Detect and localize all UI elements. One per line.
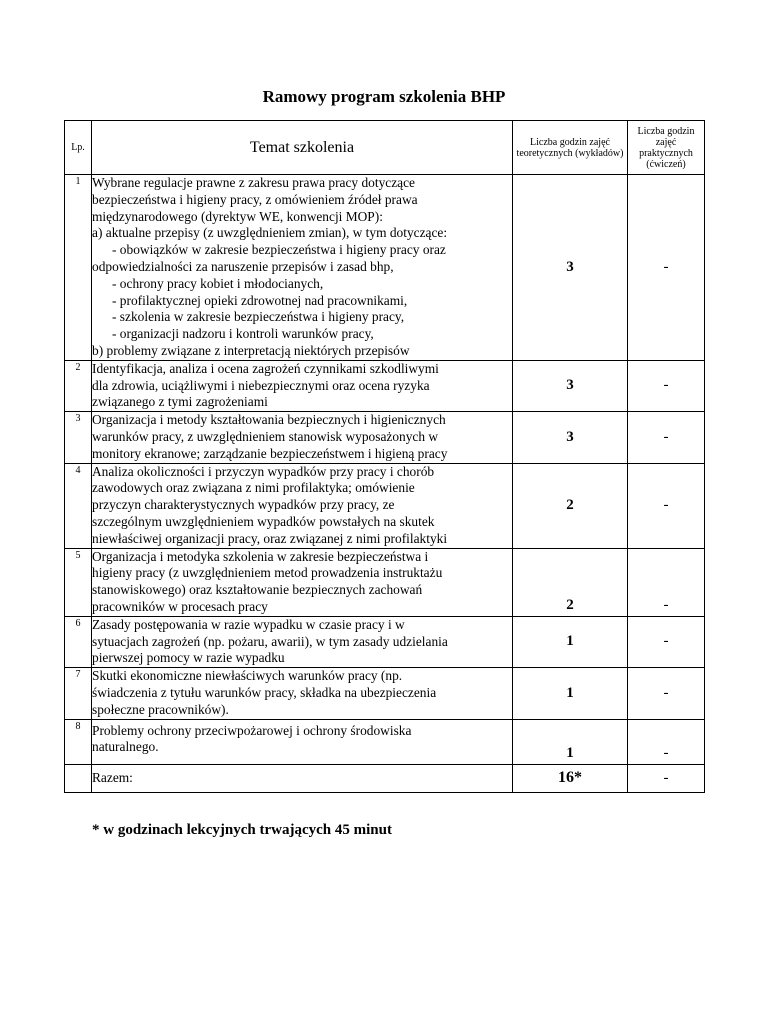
topic-line: - ochrony pracy kobiet i młodocianych, — [112, 275, 324, 291]
theory-hours: 3 — [513, 360, 628, 411]
topic-line: - organizacji nadzoru i kontroli warunków pracy, — [112, 326, 374, 342]
total-practice-hours: - — [628, 764, 705, 792]
theory-hours: 1 — [513, 719, 628, 764]
row-number: 1 — [65, 175, 92, 361]
header-lp: Lp. — [65, 121, 92, 175]
topic-line: sytuacjach zagrożeń (np. pożaru, awarii), w tym zasady udzielania — [92, 633, 448, 649]
total-row — [65, 764, 705, 792]
topic-line: Problemy ochrony przeciwpożarowej i ochrony środowiska — [92, 722, 412, 738]
practice-hours: - — [628, 616, 705, 667]
topic-line: - obowiązków w zakresie bezpieczeństwa i higieny pracy oraz — [112, 242, 446, 258]
topic-line: - szkolenia w zakresie bezpieczeństwa i higieny pracy, — [112, 309, 405, 325]
topic-line: pierwszej pomocy w razie wypadku — [92, 650, 285, 666]
topic-line: stanowiskowego) oraz kształtowanie bezpiecznych zachowań — [92, 582, 423, 598]
practice-hours: - — [628, 668, 705, 719]
topic-cell — [92, 175, 513, 361]
footnote: * w godzinach lekcyjnych trwających 45 minut — [92, 822, 392, 838]
topic-line: b) problemy związane z interpretacją niektórych przepisów — [92, 342, 410, 358]
table-row — [65, 548, 705, 616]
topic-cell — [92, 548, 513, 616]
practice-hours: - — [628, 412, 705, 463]
topic-line: odpowiedzialności za naruszenie przepisów i zasad bhp, — [92, 258, 394, 274]
topic-line: warunków pracy, z uwzględnieniem stanowisk wyposażonych w — [92, 428, 439, 444]
table-header-row — [65, 121, 705, 175]
table-row — [65, 412, 705, 463]
topic-line: - profilaktycznej opieki zdrowotnej nad pracownikami, — [112, 292, 408, 308]
topic-line: niewłaściwej organizacji pracy, oraz związanej z nimi profilaktyki — [92, 530, 448, 546]
header-practice-hours: Liczba godzin zajęć praktycznych (ćwiczeń) — [628, 121, 705, 175]
topic-cell — [92, 412, 513, 463]
theory-hours: 2 — [513, 463, 628, 548]
row-number: 6 — [65, 616, 92, 667]
row-number: 5 — [65, 548, 92, 616]
row-number: 4 — [65, 463, 92, 548]
total-label: Razem: — [92, 764, 513, 792]
topic-line: monitory ekranowe; zarządzanie bezpieczeństwem i higieną pracy — [92, 445, 448, 461]
topic-line: przyczyn charakterystycznych wypadków przy pracy, ze — [92, 497, 395, 513]
table-row — [65, 668, 705, 719]
practice-hours: - — [628, 548, 705, 616]
topic-cell — [92, 668, 513, 719]
topic-line: Analiza okoliczności i przyczyn wypadków przy pracy i chorób — [92, 463, 435, 479]
topic-cell — [92, 616, 513, 667]
row-number: 2 — [65, 360, 92, 411]
topic-line: dla zdrowia, uciążliwymi i niebezpiecznymi oraz ocena ryzyka — [92, 377, 430, 393]
table-body — [65, 175, 705, 793]
theory-hours: 3 — [513, 175, 628, 361]
topic-line: bezpieczeństwa i higieny pracy, z omówieniem źródeł prawa — [92, 191, 418, 207]
training-program-table — [64, 120, 705, 793]
table-row — [65, 360, 705, 411]
topic-line: higieny pracy (z uwzględnieniem metod prowadzenia instruktażu — [92, 565, 443, 581]
total-empty-cell — [65, 764, 92, 792]
theory-hours: 3 — [513, 412, 628, 463]
topic-line: Organizacja i metodyka szkolenia w zakresie bezpieczeństwa i — [92, 548, 429, 564]
topic-cell — [92, 463, 513, 548]
topic-line: międzynarodowego (dyrektyw WE, konwencji MOP): — [92, 208, 383, 224]
header-theory-hours: Liczba godzin zajęć teoretycznych (wykładów) — [513, 121, 628, 175]
topic-line: szczególnym uwzględnieniem wypadków powstałych na skutek — [92, 513, 435, 529]
practice-hours: - — [628, 463, 705, 548]
practice-hours: - — [628, 360, 705, 411]
topic-line: zawodowych oraz związana z nimi profilaktyka; omówienie — [92, 480, 415, 496]
theory-hours: 1 — [513, 668, 628, 719]
table-row — [65, 616, 705, 667]
topic-line: Wybrane regulacje prawne z zakresu prawa pracy dotyczące — [92, 175, 415, 190]
row-number: 7 — [65, 668, 92, 719]
practice-hours: - — [628, 175, 705, 361]
theory-hours: 2 — [513, 548, 628, 616]
topic-line: Organizacja i metody kształtowania bezpiecznych i higienicznych — [92, 412, 446, 428]
table-row — [65, 463, 705, 548]
theory-hours: 1 — [513, 616, 628, 667]
row-number: 8 — [65, 719, 92, 764]
table-row — [65, 719, 705, 764]
topic-line: społeczne pracowników). — [92, 701, 229, 717]
topic-line: związanego z tymi zagrożeniami — [92, 394, 268, 410]
row-number: 3 — [65, 412, 92, 463]
topic-line: pracowników w procesach pracy — [92, 598, 268, 614]
topic-line: naturalnego. — [92, 739, 159, 755]
practice-hours: - — [628, 719, 705, 764]
topic-line: Zasady postępowania w razie wypadku w czasie pracy i w — [92, 616, 405, 632]
topic-line: Skutki ekonomiczne niewłaściwych warunków pracy (np. — [92, 668, 403, 684]
table-row — [65, 175, 705, 361]
topic-line: a) aktualne przepisy (z uwzględnieniem zmian), w tym dotyczące: — [92, 225, 448, 241]
topic-line: świadczenia z tytułu warunków pracy, składka na ubezpieczenia — [92, 684, 437, 700]
document-title: Ramowy program szkolenia BHP — [262, 87, 506, 106]
total-theory-hours: 16* — [513, 764, 628, 792]
header-topic: Temat szkolenia — [92, 121, 513, 175]
topic-cell — [92, 719, 513, 764]
topic-line: Identyfikacja, analiza i ocena zagrożeń czynnikami szkodliwymi — [92, 360, 439, 376]
topic-cell — [92, 360, 513, 411]
